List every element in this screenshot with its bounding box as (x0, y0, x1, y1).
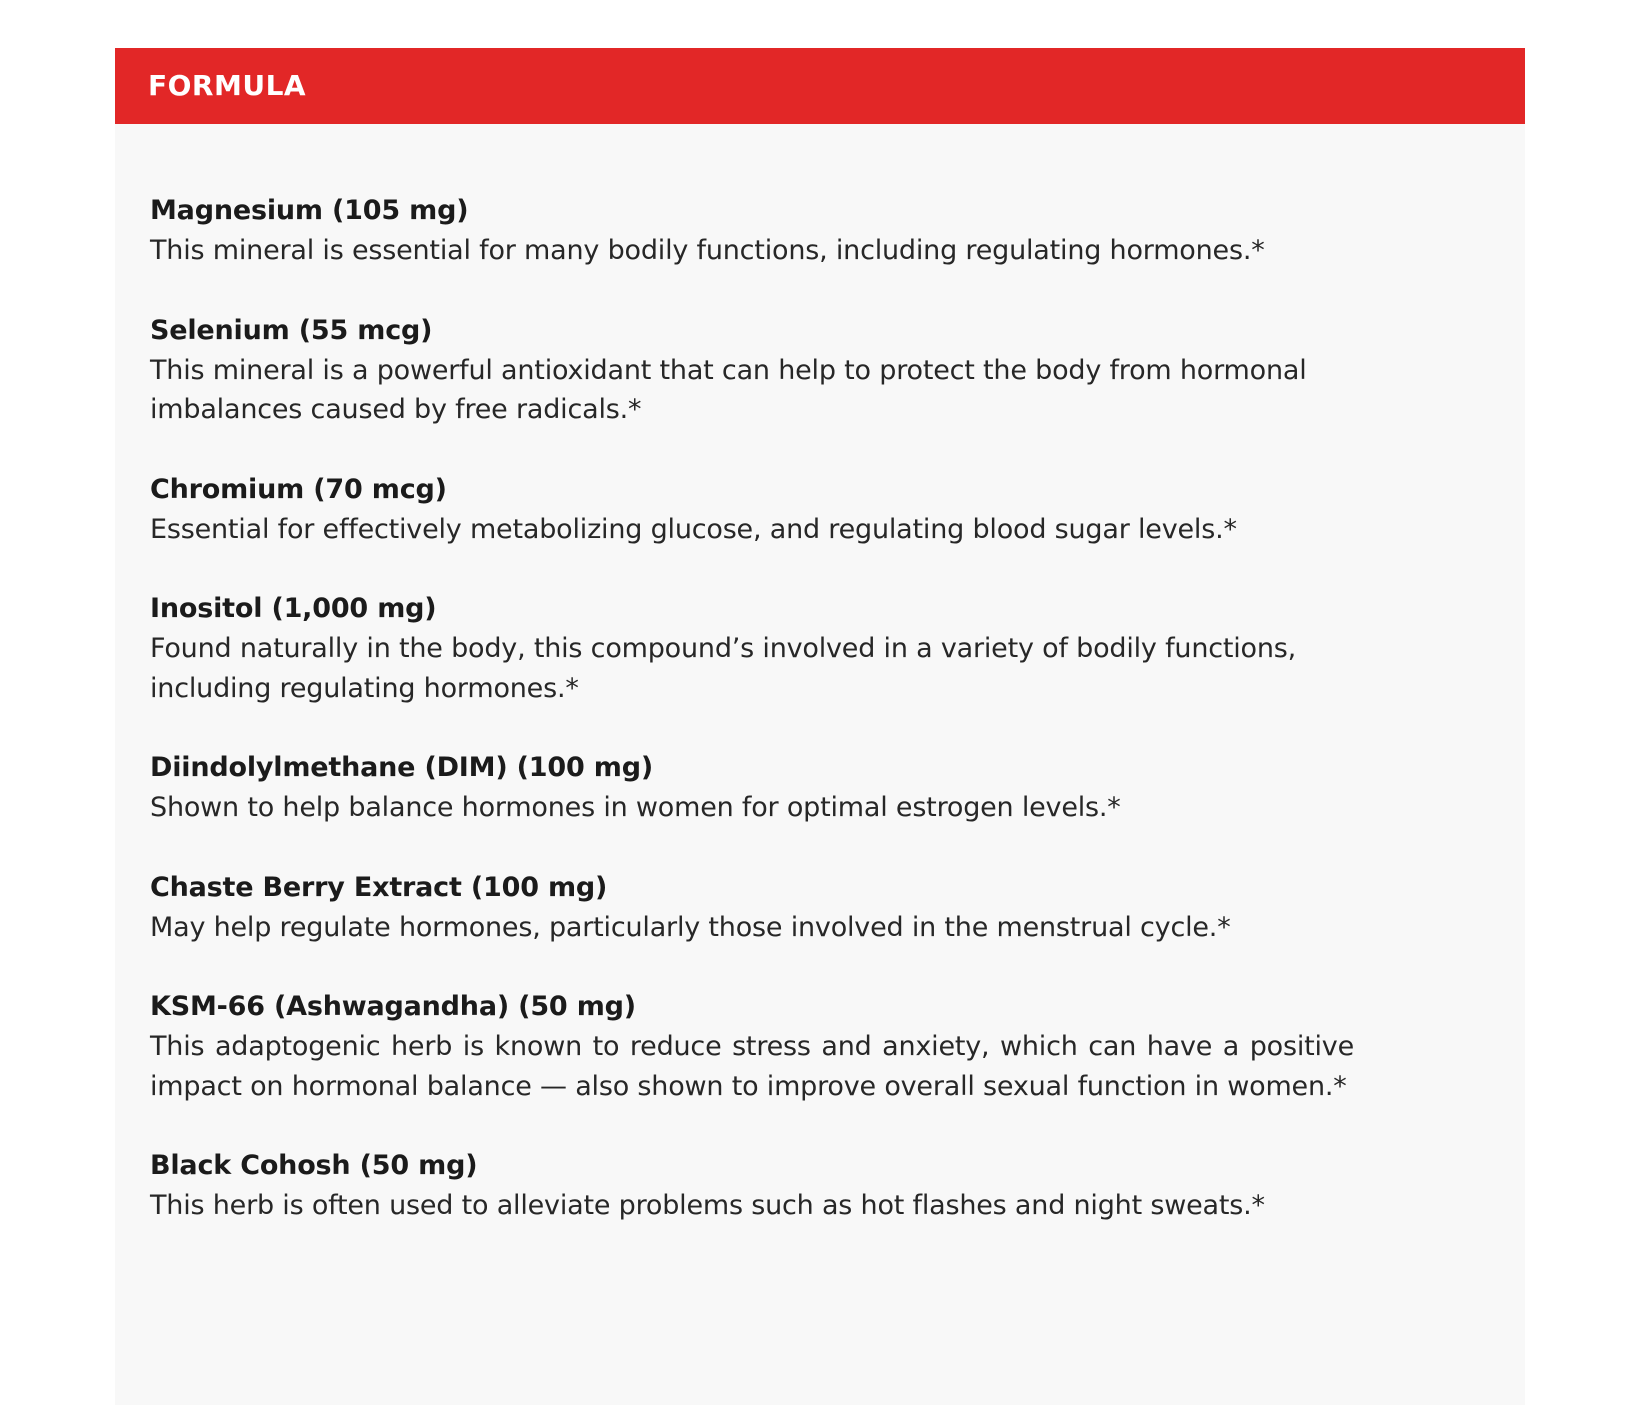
ingredient-item (150, 987, 1435, 1106)
ingredient-name: Black Cohosh (50 mg) (150, 1150, 478, 1181)
ingredient-name: Inositol (1,000 mg) (150, 593, 437, 624)
ingredients-list (115, 124, 1525, 1226)
ingredient-description: May help regulate hormones, particularly those involved in the menstrual cycle.* (150, 911, 1231, 943)
ingredient-name: Magnesium (105 mg) (150, 195, 469, 226)
formula-section (115, 48, 1525, 1405)
ingredient-name: Selenium (55 mcg) (150, 314, 433, 346)
ingredient-description: This mineral is essential for many bodily functions, including regulating hormones.* (150, 235, 1265, 266)
ingredient-item (150, 311, 1435, 430)
ingredient-item (150, 470, 1435, 550)
ingredient-item (150, 1146, 1435, 1226)
ingredient-item (150, 748, 1435, 828)
ingredient-description: Shown to help balance hormones in women for optimal estrogen levels.* (150, 792, 1121, 823)
ingredient-item (150, 589, 1435, 708)
ingredient-description: This herb is often used to alleviate problems such as hot flashes and night sweats.* (150, 1190, 1265, 1221)
ingredient-description: This mineral is a powerful antioxidant that can help to protect the body from hormonal imbalances caused by free radicals.* (150, 354, 1307, 425)
ingredient-name: Chaste Berry Extract (100 mg) (150, 871, 608, 903)
ingredient-item (150, 868, 1435, 948)
ingredient-description: Found naturally in the body, this compound’s involved in a variety of bodily functions, including regulating hormones.* (150, 633, 1297, 704)
ingredient-item (150, 191, 1435, 271)
formula-banner-title: FORMULA (148, 69, 307, 102)
ingredient-name: Chromium (70 mcg) (150, 473, 447, 505)
ingredient-name: Diindolylmethane (DIM) (100 mg) (150, 752, 653, 783)
ingredient-description: Essential for effectively metabolizing glucose, and regulating blood sugar levels.* (150, 513, 1237, 545)
ingredient-description: This adaptogenic herb is known to reduce stress and anxiety, which can have a positive impact on hormonal balance — also shown to improve overall sexual function in women.* (150, 1031, 1354, 1102)
formula-banner (115, 48, 1525, 124)
ingredient-name: KSM-66 (Ashwagandha) (50 mg) (150, 991, 636, 1022)
